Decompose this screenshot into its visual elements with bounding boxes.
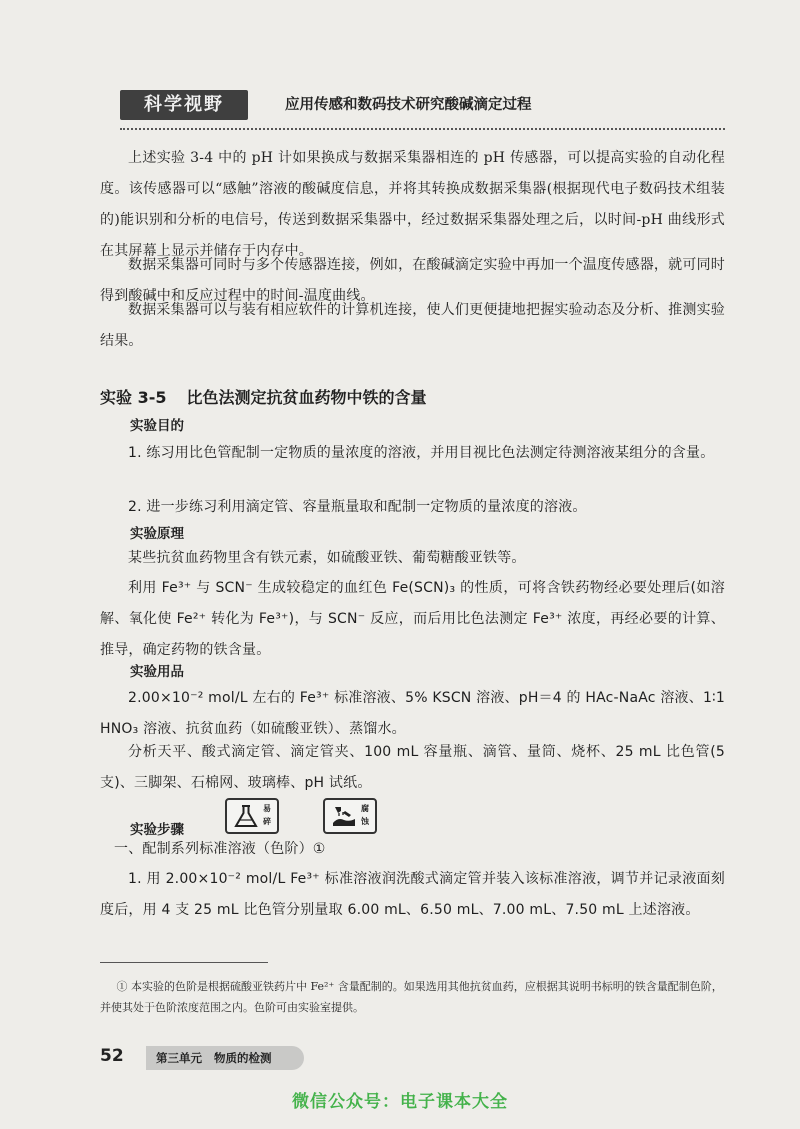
science-vision-title: 应用传感和数码技术研究酸碱滴定过程: [285, 97, 532, 113]
fragile-flask-icon: [231, 803, 261, 829]
fragile-label: 易碎: [263, 804, 271, 826]
experiment-name: 比色法测定抗贫血药物中铁的含量: [186, 388, 427, 407]
footnote: ① 本实验的色阶是根据硫酸亚铁药片中 Fe²⁺ 含量配制的。如果选用其他抗贫血药，应根据其说明书标明的铁含量配制色阶，并使其处于色阶浓度范围之内。色阶可由实验室提供。: [100, 980, 723, 1014]
principle-heading: 实验原理: [130, 526, 184, 542]
principle-paragraph-2: 利用 Fe³⁺ 与 SCN⁻ 生成较稳定的血红色 Fe(SCN)₃ 的性质，可将含铁药物经必要处理后(如溶解、氧化使 Fe²⁺ 转化为 Fe³⁺)，与 SCN⁻ 反应，而后用比色法测定 Fe³⁺ 浓度，再经必要的计算、推导，确定药物的铁含量。: [100, 580, 725, 658]
intro-paragraph-3: 数据采集器可以与装有相应软件的计算机连接，使人们更便捷地把握实验动态及分析、推测实验结果。: [100, 302, 725, 349]
intro-paragraph-1: 上述实验 3-4 中的 pH 计如果换成与数据采集器相连的 pH 传感器，可以提高实验的自动化程度。该传感器可以“感触”溶液的酸碱度信息，并将其转换成数据采集器(根据现代电子数码技术组装的)能识别和分析的电信号，传送到数据采集器中，经过数据采集器处理之后，以时间-pH 曲线形式在其屏幕上显示并储存于内存中。: [100, 150, 725, 259]
intro-paragraph-2: 数据采集器可同时与多个传感器连接，例如，在酸碱滴定实验中再加一个温度传感器，就可同时得到酸碱中和反应过程中的时间-温度曲线。: [100, 257, 725, 304]
corrosive-hand-icon: [329, 803, 359, 829]
materials-heading: 实验用品: [130, 664, 184, 680]
materials-reagents: 2.00×10⁻² mol/L 左右的 Fe³⁺ 标准溶液、5% KSCN 溶液、pH＝4 的 HAc-NaAc 溶液、1∶1 HNO₃ 溶液、抗贫血药（如硫酸亚铁）、蒸馏水。: [100, 690, 725, 737]
experiment-number: 实验 3-5: [100, 388, 167, 407]
steps-heading: 实验步骤: [130, 822, 184, 838]
footnote-rule: [100, 962, 268, 963]
science-vision-header: [120, 90, 725, 122]
steps-subheading: 一、配制系列标准溶液（色阶）①: [114, 841, 326, 857]
unit-number: 第三单元: [156, 1051, 202, 1065]
purpose-item-1: 1. 练习用比色管配制一定物质的量浓度的溶液，并用目视比色法测定待测溶液某组分的含量。: [128, 445, 715, 461]
unit-badge: [146, 1046, 304, 1070]
principle-paragraph-1: 某些抗贫血药物里含有铁元素，如硫酸亚铁、葡萄糖酸亚铁等。: [128, 550, 526, 566]
fragile-warning: [225, 798, 279, 834]
corrosive-label: 腐蚀: [361, 804, 369, 826]
purpose-item-2: 2. 进一步练习利用滴定管、容量瓶量取和配制一定物质的量浓度的溶液。: [128, 499, 587, 515]
experiment-title: [100, 384, 725, 412]
purpose-heading: 实验目的: [130, 418, 184, 434]
wechat-watermark: 微信公众号：电子课本大全: [292, 1092, 508, 1112]
materials-apparatus: 分析天平、酸式滴定管、滴定管夹、100 mL 容量瓶、滴管、量筒、烧杯、25 mL 比色管(5 支)、三脚架、石棉网、玻璃棒、pH 试纸。: [100, 744, 725, 791]
science-vision-badge: 科学视野: [120, 90, 248, 120]
unit-title: 物质的检测: [214, 1051, 272, 1065]
page-number: 52: [100, 1046, 124, 1066]
step-1: 1. 用 2.00×10⁻² mol/L Fe³⁺ 标准溶液润洗酸式滴定管并装入该标准溶液，调节并记录液面刻度后，用 4 支 25 mL 比色管分别量取 6.00 mL、6.50 mL、7.00 mL、7.50 mL 上述溶液。: [100, 871, 725, 918]
dotted-divider: [120, 128, 725, 130]
corrosive-warning: [323, 798, 377, 834]
